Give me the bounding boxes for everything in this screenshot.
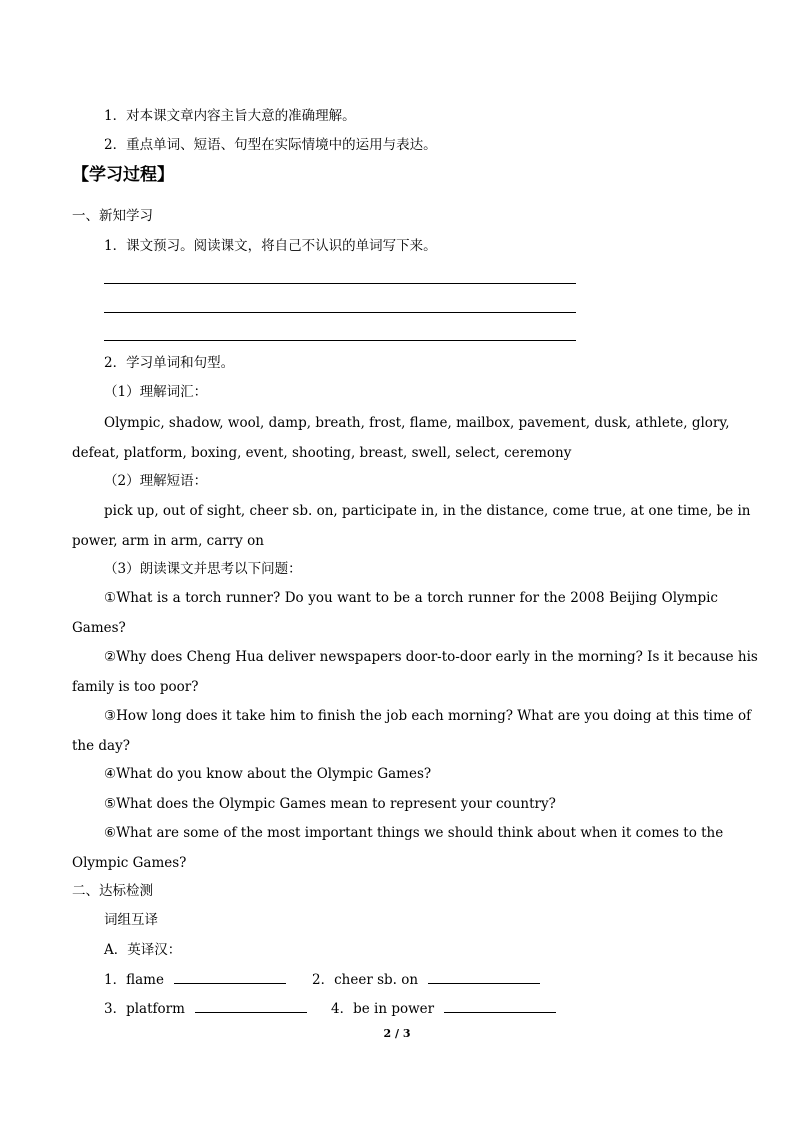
phrase-line-2: power, arm in arm, carry on [72,533,264,549]
page-number: 2 / 3 [383,1027,411,1040]
goal-2: 2．重点单词、短语、句型在实际情境中的运用与表达。 [104,137,437,153]
vocab-line-1: Olympic, shadow, wool, damp, breath, frost, flame, mailbox, pavement, dusk, athlete, glory, [104,415,730,431]
question-4: ④What do you know about the Olympic Games? [104,766,432,782]
vocab-label: （1）理解词汇： [104,384,208,400]
exercise-3-blank[interactable] [195,1000,307,1013]
part-a-label: A．英译汉： [104,942,182,958]
exercise-3 [104,999,307,1019]
exercise-4-blank[interactable] [444,1000,556,1013]
section2-title: 二、达标检测 [72,883,153,899]
question-3-line-1: ③How long does it take him to finish the job each morning? What are you doing at this time of [104,708,752,724]
process-heading: 【学习过程】 [72,165,174,185]
exercise-1 [104,970,286,990]
exercise-3-text: 3．platform [104,1001,185,1017]
exercise-1-text: 1．flame [104,972,164,988]
exercise-2-text: 2．cheer sb. on [312,972,419,988]
question-6-line-2: Olympic Games? [72,855,187,871]
phrase-label: （2）理解短语： [104,473,208,489]
exercise-2 [312,970,540,990]
question-1-line-1: ①What is a torch runner? Do you want to be a torch runner for the 2008 Beijing Olympic [104,590,718,606]
vocab-line-2: defeat, platform, boxing, event, shooting, breast, swell, select, ceremony [72,445,572,461]
phrase-line-1: pick up, out of sight, cheer sb. on, participate in, in the distance, come true, at one time, be in [104,503,751,519]
question-1-line-2: Games? [72,620,126,636]
exercise-4 [331,999,556,1019]
question-5: ⑤What does the Olympic Games mean to represent your country? [104,796,556,812]
questions-label: （3）朗读课文并思考以下问题： [104,561,302,577]
question-6-line-1: ⑥What are some of the most important things we should think about when it comes to the [104,825,724,841]
exercise-1-blank[interactable] [174,971,286,984]
exercise-2-blank[interactable] [428,971,540,984]
answer-line-2 [104,312,576,313]
exercise-4-text: 4．be in power [331,1001,435,1017]
question-2-line-1: ②Why does Cheng Hua deliver newspapers door-to-door early in the morning? Is it because his [104,649,758,665]
section1-item1: 1．课文预习。阅读课文，将自己不认识的单词写下来。 [104,238,437,254]
section1-title: 一、新知学习 [72,208,153,224]
answer-line-3 [104,340,576,341]
section1-item2: 2．学习单词和句型。 [104,355,235,371]
question-3-line-2: the day? [72,738,130,754]
question-2-line-2: family is too poor? [72,679,199,695]
answer-line-1 [104,283,576,284]
section2-subtitle: 词组互译 [104,912,158,928]
goal-1: 1．对本课文章内容主旨大意的准确理解。 [104,108,356,124]
